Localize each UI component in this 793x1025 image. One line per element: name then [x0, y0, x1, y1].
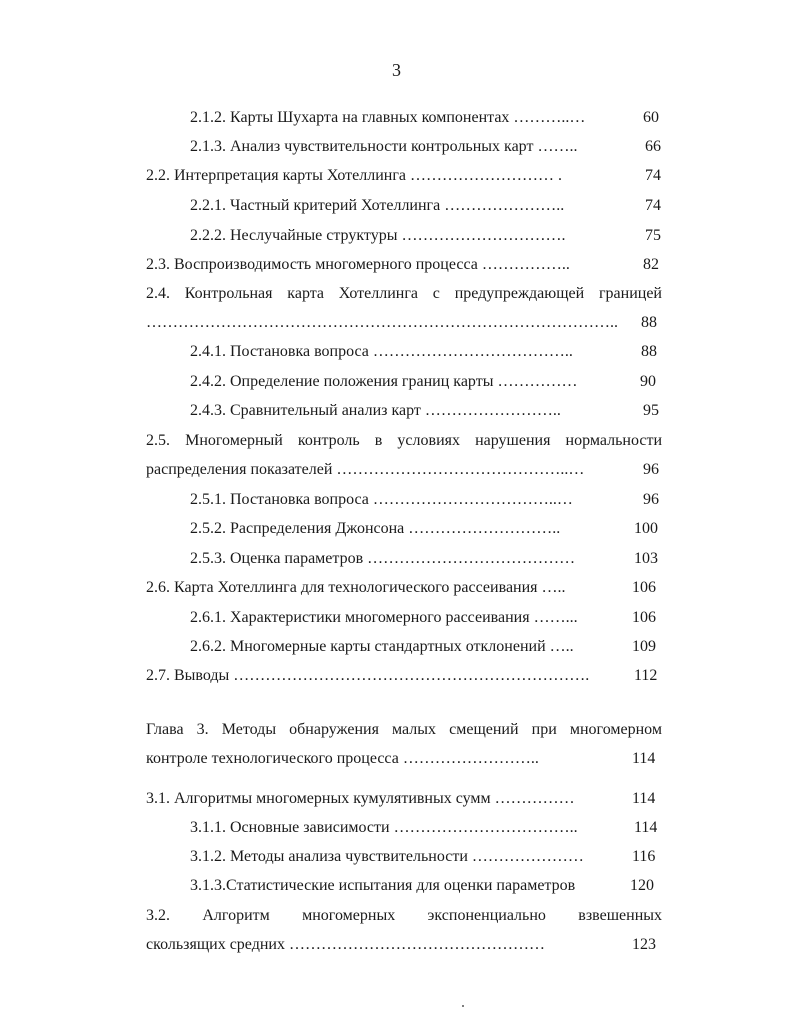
toc-entry-page: 96	[643, 461, 659, 478]
toc-entry-text: 3.1.1. Основные зависимости ……………………………..	[190, 819, 578, 836]
toc-entry-page: 88	[641, 343, 657, 360]
toc-entry-page: 114	[632, 750, 656, 767]
toc-entry-page: 90	[640, 373, 656, 390]
toc-entry-text: 2.1.2. Карты Шухарта на главных компонентах ………..…	[190, 109, 586, 126]
toc-entry-text: 2.6. Карта Хотеллинга для технологического рассеивания …..	[146, 579, 566, 596]
toc-entry-page: 82	[643, 256, 659, 273]
toc-entry-text: 2.5. Многомерный контроль в условиях нарушения нормальности	[146, 432, 662, 449]
toc-entry-page: 60	[643, 109, 659, 126]
toc-entry-page: 112	[634, 667, 658, 684]
toc-entry-text: 3.1. Алгоритмы многомерных кумулятивных сумм ……………	[146, 790, 575, 807]
toc-entry-page: 103	[634, 550, 658, 567]
toc-entry-text: 2.5.1. Постановка вопроса ……………………………..…	[190, 491, 573, 508]
toc-entry-page: 109	[632, 638, 656, 655]
toc-entry-page: 75	[645, 227, 661, 244]
toc-entry-text: 2.2. Интерпретация карты Хотеллинга ……………………… .	[146, 167, 562, 184]
toc-entry-text: 2.4.3. Сравнительный анализ карт ……………………..	[190, 402, 561, 419]
toc-entry-text: 2.6.1. Характеристики многомерного рассеивания ……...	[190, 609, 578, 626]
toc-entry-text: 2.4.2. Определение положения границ карты ……………	[190, 373, 578, 390]
toc-entry-page: 96	[643, 491, 659, 508]
toc-entry-text: 3.1.2. Методы анализа чувствительности …………………	[190, 848, 584, 865]
toc-entry-page: 123	[632, 936, 656, 953]
page-number: 3	[392, 60, 401, 80]
chapter-heading: Глава 3. Методы обнаружения малых смещений при многомерном	[146, 721, 662, 738]
toc-entry-text: 2.4.1. Постановка вопроса ………………………………..	[190, 343, 573, 360]
toc-entry-text: 2.5.2. Распределения Джонсона ………………………..	[190, 520, 561, 537]
toc-entry-page: 114	[634, 819, 658, 836]
toc-entry-page: 120	[630, 877, 654, 894]
toc-entry-text: ……………………………………………………………………………..	[146, 314, 618, 331]
toc-entry-text: 2.2.1. Частный критерий Хотеллинга …………………..	[190, 197, 565, 214]
toc-entry-page: 66	[645, 138, 661, 155]
toc-entry-text: распределения показателей ……………………………………..…	[146, 461, 585, 478]
toc-entry-page: 95	[643, 402, 659, 419]
toc-entry-text: 2.7. Выводы ………………………………………………………….	[146, 667, 590, 684]
toc-entry-page: 74	[645, 197, 661, 214]
toc-entry-text: 3.1.3.Статистические испытания для оценки параметров	[190, 877, 576, 894]
scan-artifact	[462, 1005, 464, 1007]
toc-entry-page: 114	[632, 790, 656, 807]
toc-entry-text: 2.3. Воспроизводимость многомерного процесса ……………..	[146, 256, 570, 273]
toc-entry-page: 74	[645, 167, 661, 184]
toc-entry-text: 3.2. Алгоритм многомерных экспоненциально взвешенных	[146, 907, 662, 924]
toc-entry-text: скользящих средних …………………………………………	[146, 936, 545, 953]
toc-entry-text: контроле технологического процесса ……………………..	[146, 750, 539, 767]
toc-entry-page: 106	[632, 579, 656, 596]
toc-entry-text: 2.5.3. Оценка параметров …………………………………	[190, 550, 576, 567]
toc-entry-page: 116	[632, 848, 656, 865]
toc-entry-text: 2.6.2. Многомерные карты стандартных отклонений …..	[190, 638, 574, 655]
toc-entry-page: 100	[634, 520, 658, 537]
toc-entry-text: 2.4. Контрольная карта Хотеллинга с предупреждающей границей	[146, 285, 662, 302]
toc-entry-text: 2.1.3. Анализ чувствительности контрольных карт ……..	[190, 138, 578, 155]
toc-entry-page: 106	[632, 609, 656, 626]
toc-entry-text: 2.2.2. Неслучайные структуры ………………………….	[190, 227, 566, 244]
toc-entry-page: 88	[641, 314, 657, 331]
